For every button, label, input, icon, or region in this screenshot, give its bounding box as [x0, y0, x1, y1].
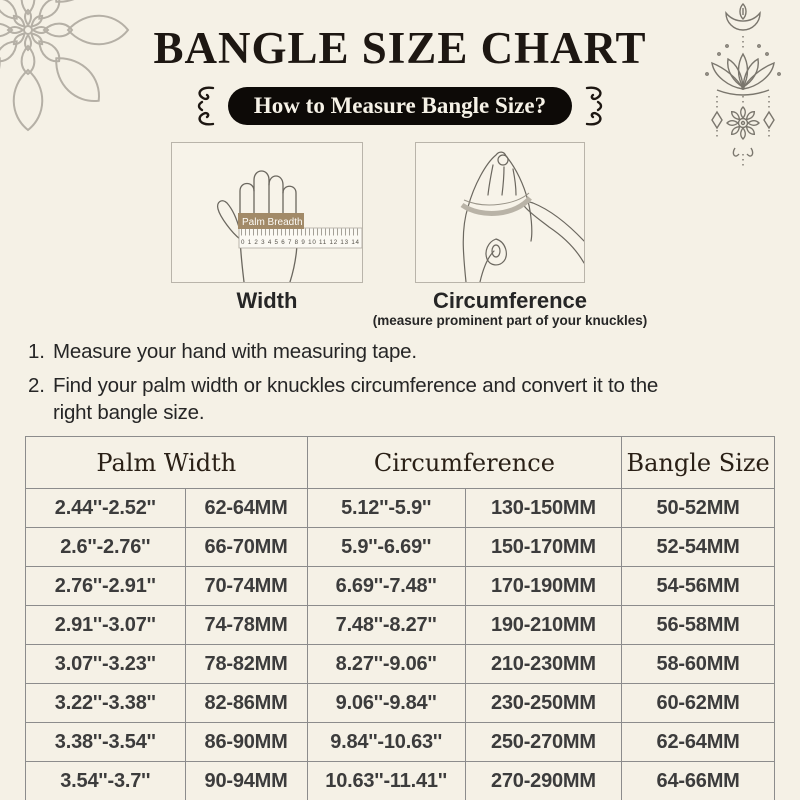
size-cell: 56-58MM: [622, 606, 775, 645]
flourish-left-icon: [189, 84, 215, 128]
how-to-measure-banner: How to Measure Bangle Size?: [228, 87, 572, 125]
size-table-body: [26, 489, 775, 800]
instruction-1: [28, 338, 688, 365]
size-cell: 60-62MM: [622, 684, 775, 723]
size-cell: 130-150MM: [465, 489, 622, 528]
table-row: [26, 723, 775, 762]
table-row: [26, 684, 775, 723]
size-cell: 2.91''-3.07'': [26, 606, 186, 645]
size-cell: 6.69''-7.48'': [307, 567, 465, 606]
header-circumference: Circumference: [307, 437, 622, 489]
size-cell: 230-250MM: [465, 684, 622, 723]
circumference-illustration: [415, 142, 585, 283]
size-cell: 86-90MM: [185, 723, 307, 762]
size-cell: 90-94MM: [185, 762, 307, 800]
size-cell: 3.22''-3.38'': [26, 684, 186, 723]
size-cell: 52-54MM: [622, 528, 775, 567]
table-row: [26, 489, 775, 528]
size-cell: 7.48''-8.27'': [307, 606, 465, 645]
size-cell: 70-74MM: [185, 567, 307, 606]
size-cell: 3.54''-3.7'': [26, 762, 186, 800]
table-row: [26, 762, 775, 800]
size-cell: 78-82MM: [185, 645, 307, 684]
size-cell: 2.76''-2.91'': [26, 567, 186, 606]
size-cell: 190-210MM: [465, 606, 622, 645]
size-cell: 270-290MM: [465, 762, 622, 800]
ruler-label: Palm Breadth: [242, 217, 303, 228]
size-cell: 5.12''-5.9'': [307, 489, 465, 528]
size-cell: 62-64MM: [622, 723, 775, 762]
header-bangle-size: Bangle Size: [622, 437, 775, 489]
width-illustration: [171, 142, 363, 283]
instruction-2-number: 2.: [28, 374, 45, 397]
table-row: [26, 645, 775, 684]
width-label: Width: [236, 288, 298, 313]
size-table-header-row: [26, 437, 775, 489]
instruction-2: [28, 372, 688, 426]
instruction-2-text: Find your palm width or knuckles circumference and convert it to the right bangle size.: [53, 374, 659, 424]
size-cell: 150-170MM: [465, 528, 622, 567]
page-title: BANGLE SIZE CHART: [153, 23, 647, 73]
size-cell: 3.07''-3.23'': [26, 645, 186, 684]
size-cell: 5.9''-6.69'': [307, 528, 465, 567]
ruler-numbers: 0 1 2 3 4 5 6 7 8 9 10 11 12 13 14: [241, 239, 359, 246]
size-cell: 2.44''-2.52'': [26, 489, 186, 528]
circumference-label: Circumference: [432, 288, 588, 313]
size-cell: 58-60MM: [622, 645, 775, 684]
size-cell: 62-64MM: [185, 489, 307, 528]
size-cell: 82-86MM: [185, 684, 307, 723]
size-cell: 50-52MM: [622, 489, 775, 528]
size-cell: 170-190MM: [465, 567, 622, 606]
knuckle-measure-hands-icon: [416, 143, 584, 282]
size-cell: 74-78MM: [185, 606, 307, 645]
size-cell: 9.06''-9.84'': [307, 684, 465, 723]
circumference-note: (measure prominent part of your knuckles): [372, 313, 648, 328]
table-row: [26, 528, 775, 567]
palm-width-hand-icon: [172, 143, 362, 282]
size-cell: 250-270MM: [465, 723, 622, 762]
size-cell: 64-66MM: [622, 762, 775, 800]
flourish-right-icon: [585, 84, 611, 128]
how-to-measure-banner-row: [0, 84, 800, 128]
instruction-1-text: Measure your hand with measuring tape.: [53, 340, 417, 363]
instruction-1-number: 1.: [28, 340, 45, 363]
size-cell: 8.27''-9.06'': [307, 645, 465, 684]
size-cell: 2.6''-2.76'': [26, 528, 186, 567]
size-cell: 3.38''-3.54'': [26, 723, 186, 762]
header-palm-width: Palm Width: [26, 437, 308, 489]
size-cell: 210-230MM: [465, 645, 622, 684]
size-cell: 10.63''-11.41'': [307, 762, 465, 800]
size-cell: 9.84''-10.63'': [307, 723, 465, 762]
table-row: [26, 567, 775, 606]
size-table: [25, 436, 775, 800]
size-cell: 66-70MM: [185, 528, 307, 567]
instructions-list: [28, 338, 688, 433]
size-cell: 54-56MM: [622, 567, 775, 606]
table-row: [26, 606, 775, 645]
